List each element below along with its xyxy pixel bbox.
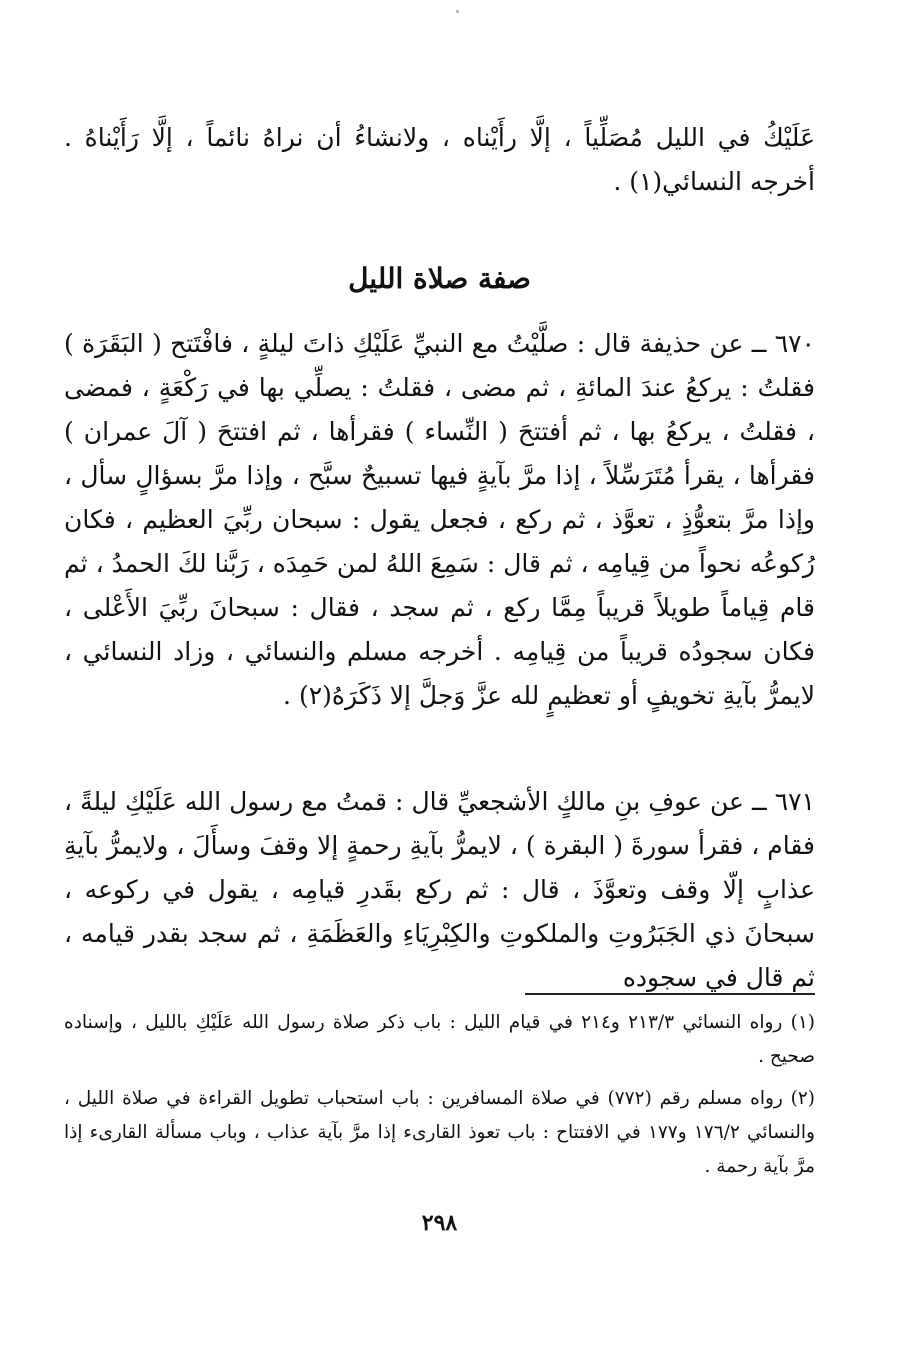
- footnote-2: (٢) رواه مسلم رقم (٧٧٢) في صلاة المسافرين : باب استحباب تطويل القراءة في صلاة الليل ، والنسائي ١٧٦/٢ و١٧٧ في الافتتاح : باب تعوذ القارىء إذا مرَّ بآية عذاب ، وباب مسألة القارىء إذا مرَّ بآية رحمة .: [64, 1088, 815, 1177]
- footnote-divider: [525, 993, 815, 995]
- hadith-670: ٦٧٠ ــ عن حذيفة قال : صلَّيْتُ مع النبيِّ عَلَيْكِ ذاتَ ليلةٍ ، فافْتَتح ( البَقَرَة ) فقلتُ : يركعُ عندَ المائةِ ، ثم مضى ، فقلتُ : يصلِّي بها في رَكْعَةٍ ، فمضى ، فقلتُ ، يركعُ بها ، ثم أفتتحَ ( النِّساء ) فقرأها ، ثم افتتحَ ( آلَ عمران ) فقرأها ، يقرأ مُتَرَسِّلاً ، إذا مرَّ بآيةٍ فيها تسبيحٌ سبَّح ، وإذا مرَّ بسؤالٍ سأل ، وإذا مرَّ بتعوُّذٍ ، تعوَّذ ، ثم ركع ، فجعل يقول : سبحان ربِّيَ العظيم ، فكان رُكوعُه نحواً من قِيامِه ، ثم قال : سَمِعَ اللهُ لمن حَمِدَه ، رَبَّنا لكَ الحمدُ ، ثم قام قِياماً طويلاً قريباً مِمَّا ركع ، ثم سجد ، فقال : سبحانَ ربِّيَ الأَعْلى ، فكان سجودُه قريباً من قِيامِه . أخرجه مسلم والنسائي ، وزاد النسائي ، لايمرُّ بآيةِ تخويفٍ أو تعظيمٍ لله عزَّ وَجلَّ إلا ذَكَرَهُ(٢) .: [64, 329, 815, 710]
- page-number: ٢٩٨: [421, 1210, 458, 1236]
- document-page: [64, 0, 815, 1357]
- footnote-1: (١) رواه النسائي ٢١٣/٣ و٢١٤ في قيام الليل : باب ذكر صلاة رسول الله عَلَيْكِ بالليل ، وإسناده صحيح .: [64, 1012, 815, 1067]
- section-heading: صفة صلاة الليل: [348, 262, 531, 295]
- paragraph-continuation: عَلَيْكُ في الليل مُصَلِّياً ، إلَّا رأَيْناه ، ولانشاءُ أن نراهُ نائماً ، إلَّا رَأَيْناهُ . أخرجه النسائي(١) .: [64, 123, 815, 196]
- hadith-671: ٦٧١ ــ عن عوفِ بنِ مالكٍ الأشجعيِّ قال : قمتُ مع رسول الله عَلَيْكِ ليلةً ، فقام ، فقرأ سورةَ ( البقرة ) ، لايمرُّ بآيةِ رحمةٍ إلا وقفَ وسأَلَ ، ولايمرُّ بآيةِ عذابٍ إلّا وقف وتعوَّذَ ، قال : ثم ركع بقَدرِ قيامِه ، يقول في ركوعه ، سبحانَ ذي الجَبَرُوتِ والملكوتِ والكِبْرِيَاءِ والعَظَمَةِ ، ثم سجد بقدر قيامه ، ثم قال في سجوده: [64, 787, 815, 992]
